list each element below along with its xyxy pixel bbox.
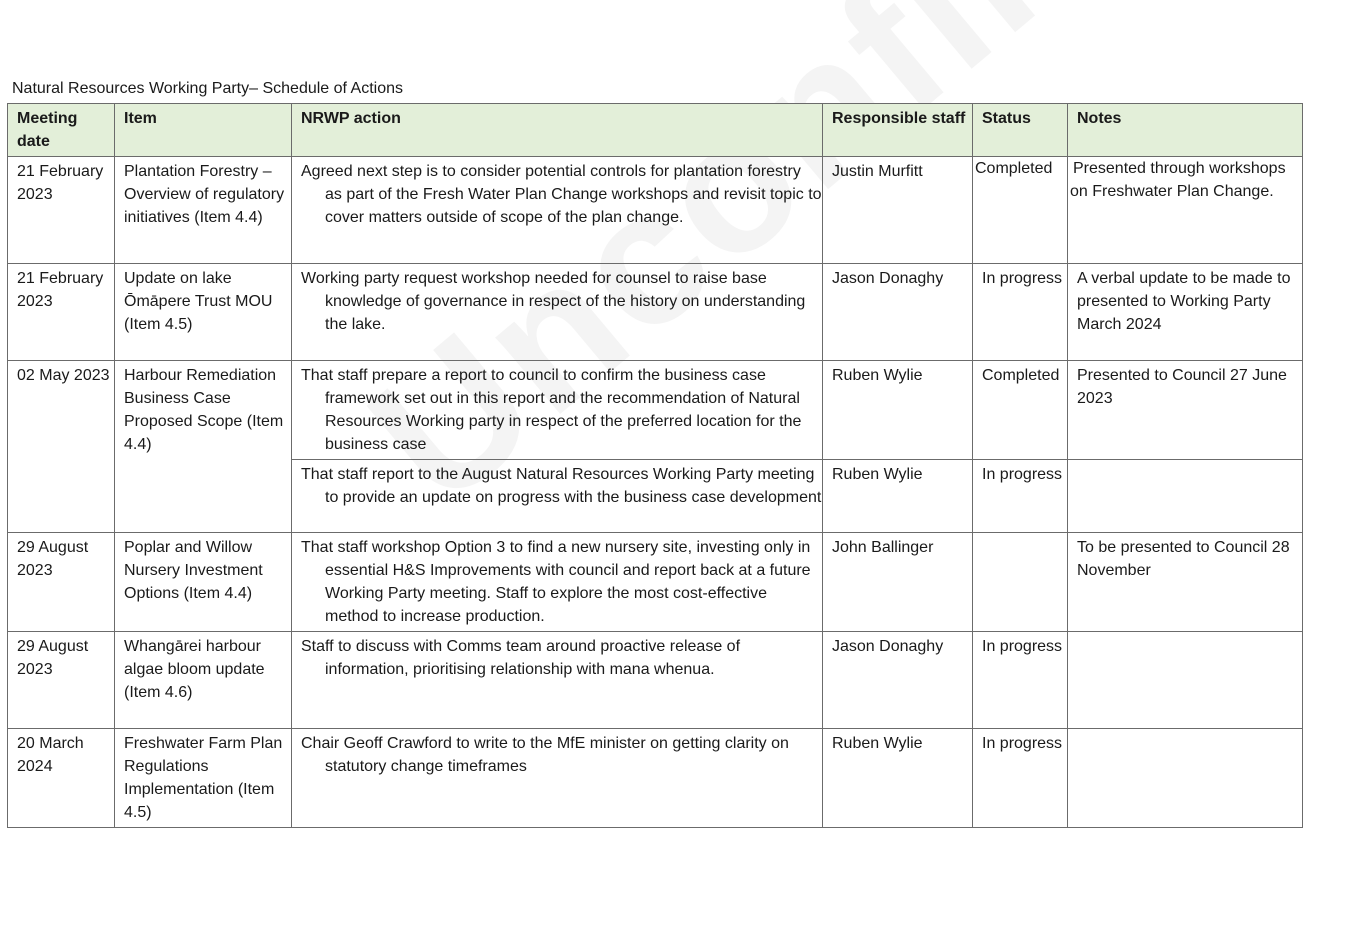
action-cell bbox=[292, 460, 823, 533]
action-text: Agreed next step is to consider potential controls for plantation forestry as part of the Fresh Water Plan Change workshops and revisit topic to cover matters outside of scope of the plan change. bbox=[301, 163, 822, 226]
meeting-date-cell: 21 February 2023 bbox=[8, 157, 115, 264]
action-text: That staff workshop Option 3 to find a new nursery site, investing only in essential H&S Improvements with council and report back at a future Working Party meeting. Staff to explore the most cost-effective method to increase production. bbox=[301, 539, 811, 625]
meeting-date-cell: 02 May 2023 bbox=[8, 361, 115, 533]
status-cell: In progress bbox=[973, 729, 1068, 828]
staff-cell: John Ballinger bbox=[823, 533, 973, 632]
meeting-date-cell: 29 August 2023 bbox=[8, 533, 115, 632]
action-text: Working party request workshop needed for counsel to raise base knowledge of governance in respect of the history on understanding the lake. bbox=[301, 270, 806, 333]
staff-cell: Justin Murfitt bbox=[823, 157, 973, 264]
header-notes: Notes bbox=[1068, 104, 1303, 157]
action-text: That staff report to the August Natural Resources Working Party meeting to provide an update on progress with the business case development bbox=[301, 466, 822, 506]
notes-cell: Presented to Council 27 June 2023 bbox=[1068, 361, 1303, 460]
item-cell: Update on lake Ōmāpere Trust MOU (Item 4.5) bbox=[115, 264, 292, 361]
status-cell bbox=[973, 533, 1068, 632]
item-cell: Poplar and Willow Nursery Investment Options (Item 4.4) bbox=[115, 533, 292, 632]
action-cell bbox=[292, 157, 823, 264]
notes-text: Presented through workshops on Freshwater Plan Change. bbox=[1070, 160, 1286, 200]
status-cell: Completed bbox=[973, 361, 1068, 460]
table-row bbox=[8, 157, 1303, 264]
action-cell bbox=[292, 533, 823, 632]
item-cell: Whangārei harbour algae bloom update (Item 4.6) bbox=[115, 632, 292, 729]
table-row bbox=[8, 533, 1303, 632]
item-cell: Harbour Remediation Business Case Proposed Scope (Item 4.4) bbox=[115, 361, 292, 533]
status-cell: Completed bbox=[973, 157, 1068, 264]
table-row bbox=[8, 264, 1303, 361]
notes-cell bbox=[1068, 729, 1303, 828]
action-cell bbox=[292, 264, 823, 361]
status-cell: In progress bbox=[973, 264, 1068, 361]
header-responsible-staff: Responsible staff bbox=[823, 104, 973, 157]
staff-cell: Ruben Wylie bbox=[823, 729, 973, 828]
header-item: Item bbox=[115, 104, 292, 157]
item-cell: Freshwater Farm Plan Regulations Implementation (Item 4.5) bbox=[115, 729, 292, 828]
meeting-date-cell: 29 August 2023 bbox=[8, 632, 115, 729]
status-cell: In progress bbox=[973, 632, 1068, 729]
staff-cell: Jason Donaghy bbox=[823, 264, 973, 361]
notes-cell: To be presented to Council 28 November bbox=[1068, 533, 1303, 632]
item-cell: Plantation Forestry – Overview of regulatory initiatives (Item 4.4) bbox=[115, 157, 292, 264]
action-cell bbox=[292, 361, 823, 460]
page-title: Natural Resources Working Party– Schedule of Actions bbox=[12, 80, 404, 97]
staff-cell: Jason Donaghy bbox=[823, 632, 973, 729]
table-header-row bbox=[8, 104, 1303, 157]
action-text: Staff to discuss with Comms team around proactive release of information, prioritising relationship with mana whenua. bbox=[301, 638, 741, 678]
staff-cell: Ruben Wylie bbox=[823, 460, 973, 533]
table-row bbox=[8, 632, 1303, 729]
meeting-date-cell: 21 February 2023 bbox=[8, 264, 115, 361]
header-meeting-date: Meeting date bbox=[8, 104, 115, 157]
table-row bbox=[8, 361, 1303, 460]
notes-cell bbox=[1068, 632, 1303, 729]
action-cell bbox=[292, 632, 823, 729]
notes-cell bbox=[1068, 460, 1303, 533]
meeting-date-cell: 20 March 2024 bbox=[8, 729, 115, 828]
header-status: Status bbox=[973, 104, 1068, 157]
action-cell bbox=[292, 729, 823, 828]
notes-cell bbox=[1068, 157, 1303, 264]
header-action: NRWP action bbox=[292, 104, 823, 157]
status-cell: In progress bbox=[973, 460, 1068, 533]
table-row bbox=[8, 729, 1303, 828]
staff-cell: Ruben Wylie bbox=[823, 361, 973, 460]
action-text: That staff prepare a report to council to confirm the business case framework set out in this report and the recommendation of Natural Resources Working party in respect of the preferred location for the business case bbox=[301, 367, 802, 453]
notes-cell: A verbal update to be made to presented to Working Party March 2024 bbox=[1068, 264, 1303, 361]
action-text: Chair Geoff Crawford to write to the MfE minister on getting clarity on statutory change timeframes bbox=[301, 735, 789, 775]
schedule-of-actions-table bbox=[7, 103, 1303, 828]
